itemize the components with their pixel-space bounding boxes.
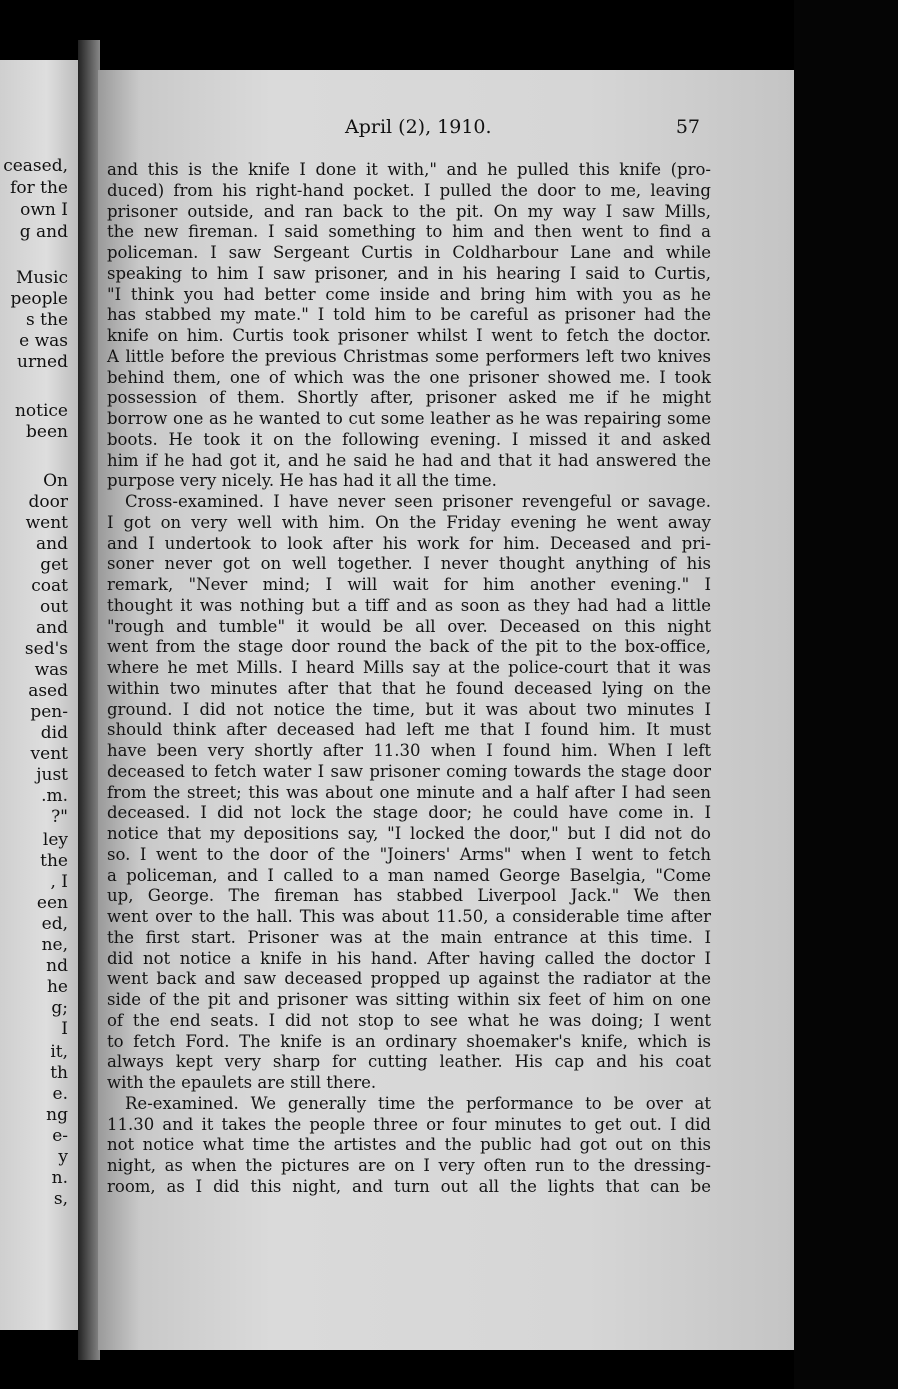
text-line: went from the stage door round the back of the pit to the box-office, xyxy=(107,637,711,657)
facing-page-line: nd xyxy=(46,956,68,976)
text-line: have been very shortly after 11.30 when I found him. When I left xyxy=(107,741,711,760)
facing-page-fragment xyxy=(0,60,78,1330)
facing-page-line: s the xyxy=(26,310,68,330)
paragraph xyxy=(107,160,711,492)
facing-page-line: own I xyxy=(20,200,68,220)
text-line: so. I went to the door of the "Joiners' Arms" when I went to fetch xyxy=(107,844,711,864)
text-line: possession of them. Shortly after, prisoner asked me if he might xyxy=(107,388,711,408)
text-line: Re-examined. We generally time the performance to be over at xyxy=(125,1093,711,1113)
facing-page-line: it, xyxy=(50,1042,68,1062)
text-line: borrow one as he wanted to cut some leather as he was repairing some xyxy=(107,409,711,428)
body-text xyxy=(107,160,711,1198)
text-line: 11.30 and it takes the people three or four minutes to get out. I did xyxy=(107,1114,711,1134)
facing-page-line: coat xyxy=(31,576,68,596)
text-line: went back and saw deceased propped up against the radiator at the xyxy=(107,969,711,989)
facing-page-line: e. xyxy=(52,1084,68,1104)
text-line: speaking to him I saw prisoner, and in his hearing I said to Curtis, xyxy=(107,263,711,283)
facing-page-line: ley xyxy=(42,830,68,850)
facing-page-line: e- xyxy=(52,1126,68,1146)
text-line: went over to the hall. This was about 11.50, a considerable time after xyxy=(107,907,711,926)
text-line: to fetch Ford. The knife is an ordinary shoemaker's knife, which is xyxy=(107,1031,711,1051)
text-line: prisoner outside, and ran back to the pit. On my way I saw Mills, xyxy=(107,201,711,221)
running-head: April (2), 1910. xyxy=(345,116,492,138)
facing-page-line: and xyxy=(36,534,68,554)
facing-page-line: was xyxy=(34,660,68,680)
facing-page-line: ?" xyxy=(51,807,68,827)
facing-page-line: he xyxy=(46,977,68,997)
facing-page-line: g and xyxy=(19,222,68,242)
facing-page-line: been xyxy=(26,422,68,442)
text-line: the new fireman. I said something to him and then went to find a xyxy=(107,222,711,242)
text-line: thought it was nothing but a tiff and as soon as they had had a little xyxy=(107,595,711,615)
facing-page-line: , I xyxy=(50,872,68,892)
text-line: him if he had got it, and he said he had and that it had answered the xyxy=(107,450,711,470)
text-line: soner never got on well together. I never thought anything of his xyxy=(107,554,711,574)
facing-page-line: On xyxy=(43,471,68,491)
text-line: did not notice a knife in his hand. After having called the doctor I xyxy=(107,948,711,968)
facing-page-line: n. xyxy=(51,1168,68,1188)
facing-page-line: y xyxy=(58,1147,68,1167)
text-line: up, George. The fireman has stabbed Liverpool Jack." We then xyxy=(107,886,711,906)
text-line: where he met Mills. I heard Mills say at the police-court that it was xyxy=(107,658,711,677)
facing-page-line: th xyxy=(50,1063,68,1083)
text-line: always kept very sharp for cutting leather. His cap and his coat xyxy=(107,1052,711,1072)
facing-page-line: ng xyxy=(46,1105,68,1125)
facing-page-line: s, xyxy=(53,1189,68,1209)
text-line: ground. I did not notice the time, but it was about two minutes I xyxy=(107,699,711,719)
facing-page-line: vent xyxy=(30,744,68,764)
text-line: and this is the knife I done it with," and he pulled this knife (pro- xyxy=(107,160,711,179)
facing-page-line: .m. xyxy=(41,786,68,806)
paragraph xyxy=(107,1094,711,1198)
text-line: remark, "Never mind; I will wait for him another evening." I xyxy=(107,575,711,594)
text-line: behind them, one of which was the one prisoner showed me. I took xyxy=(107,367,711,387)
text-line: room, as I did this night, and turn out all the lights that can be xyxy=(107,1176,711,1196)
text-line: duced) from his right-hand pocket. I pulled the door to me, leaving xyxy=(107,180,711,200)
facing-page-line: ed, xyxy=(41,914,68,934)
facing-page-line: out xyxy=(39,597,68,617)
text-line: Cross-examined. I have never seen prisoner revengeful or savage. xyxy=(125,492,711,511)
facing-page-line: just xyxy=(36,765,68,785)
facing-page-line: I xyxy=(61,1019,68,1039)
text-line: side of the pit and prisoner was sitting within six feet of him on one xyxy=(107,990,711,1009)
text-line: deceased. I did not lock the stage door; he could have come in. I xyxy=(107,803,711,823)
text-line: and I undertook to look after his work for him. Deceased and pri- xyxy=(107,533,711,553)
text-line: policeman. I saw Sergeant Curtis in Coldharbour Lane and while xyxy=(107,243,711,262)
text-line: has stabbed my mate." I told him to be careful as prisoner had the xyxy=(107,305,711,325)
text-line: should think after deceased had left me that I found him. It must xyxy=(107,720,711,740)
text-line: night, as when the pictures are on I very often run to the dressing- xyxy=(107,1156,711,1175)
text-line: I got on very well with him. On the Friday evening he went away xyxy=(107,512,711,532)
scan-edge xyxy=(794,0,898,1389)
facing-page-line: notice xyxy=(14,401,68,421)
facing-page-line: e was xyxy=(19,331,68,351)
text-line: a policeman, and I called to a man named George Baselgia, "Come xyxy=(107,865,711,885)
facing-page-line: did xyxy=(40,723,68,743)
text-line: from the street; this was about one minute and a half after I had seen xyxy=(107,782,711,802)
facing-page-line: the xyxy=(40,851,68,871)
facing-page-line: ased xyxy=(28,681,68,701)
facing-page-line: g; xyxy=(51,998,68,1018)
text-line: with the epaulets are still there. xyxy=(107,1073,377,1092)
text-line: notice that my depositions say, "I locked the door," but I did not do xyxy=(107,824,711,843)
text-line: the first start. Prisoner was at the main entrance at this time. I xyxy=(107,927,711,947)
facing-page-line: pen- xyxy=(30,702,68,722)
text-line: knife on him. Curtis took prisoner whilst I went to fetch the doctor. xyxy=(107,326,711,345)
text-line: A little before the previous Christmas some performers left two knives xyxy=(107,346,711,366)
text-line: of the end seats. I did not stop to see what he was doing; I went xyxy=(107,1010,711,1030)
paragraph xyxy=(107,492,711,1094)
facing-page-line: went xyxy=(25,513,68,533)
text-line: "I think you had better come inside and bring him with you as he xyxy=(107,284,711,304)
text-line: within two minutes after that that he found deceased lying on the xyxy=(107,678,711,698)
facing-page-line: een xyxy=(36,893,68,913)
facing-page-line: ne, xyxy=(41,935,68,955)
text-line: purpose very nicely. He has had it all the time. xyxy=(107,471,497,491)
facing-page-line: sed's xyxy=(24,639,68,659)
facing-page-line: door xyxy=(28,492,68,512)
facing-page-line: and xyxy=(36,618,68,638)
page-header xyxy=(98,116,714,140)
facing-page-line: ceased, xyxy=(3,156,68,176)
text-line: deceased to fetch water I saw prisoner coming towards the stage door xyxy=(107,761,711,781)
facing-page-line: for the xyxy=(10,178,68,198)
facing-page-line: people xyxy=(10,289,68,309)
text-line: "rough and tumble" it would be all over. Deceased on this night xyxy=(107,616,711,636)
text-line: boots. He took it on the following evening. I missed it and asked xyxy=(107,429,711,449)
page-number: 57 xyxy=(675,116,700,138)
facing-page-line: get xyxy=(40,555,68,575)
facing-page-line: urned xyxy=(17,352,68,372)
facing-page-line: Music xyxy=(15,268,68,288)
text-line: not notice what time the artistes and the public had got out on this xyxy=(107,1135,711,1155)
book-gutter xyxy=(78,40,100,1360)
